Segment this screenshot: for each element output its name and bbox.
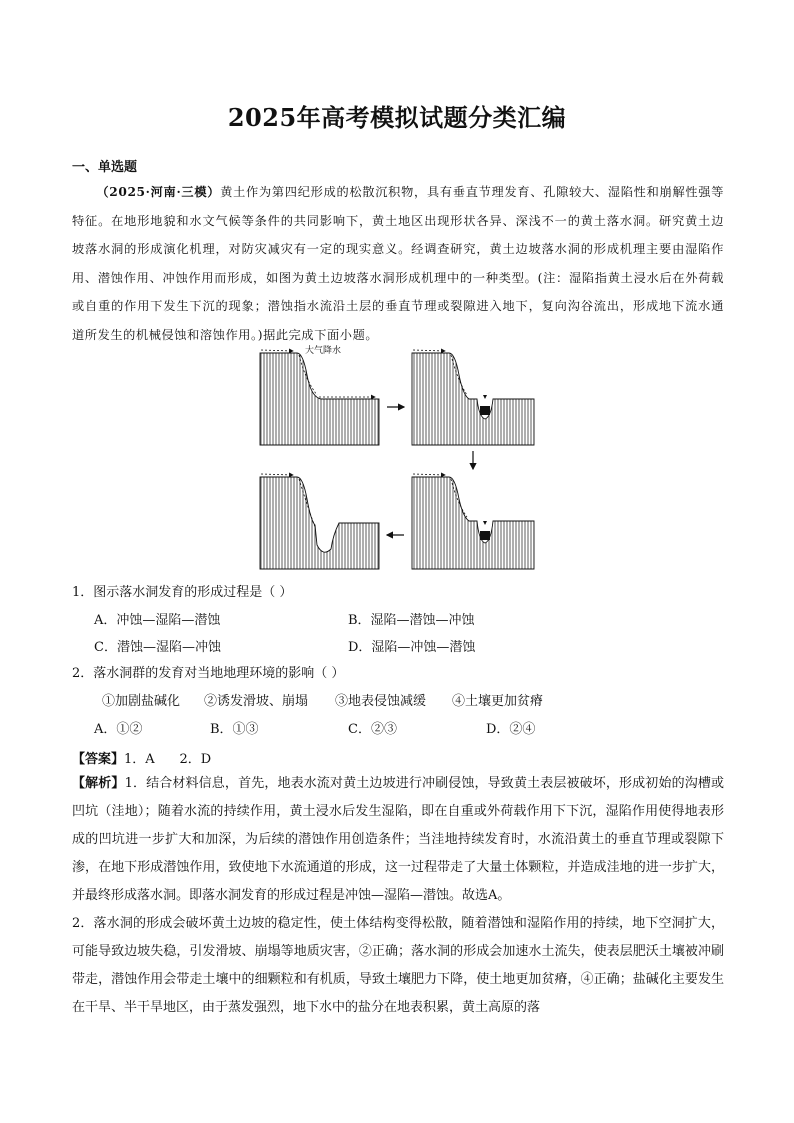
question-2-item-1: ①加剧盐碱化 (102, 694, 181, 709)
panel-3 (412, 474, 534, 569)
sinkhole-formation-diagram (257, 345, 537, 573)
analysis-label: 【解析】 (72, 776, 125, 791)
page-title: 2025年高考模拟试题分类汇编 (227, 103, 567, 132)
question-2-option-b: B．①③ (210, 722, 259, 737)
analysis-text-1: 1．结合材料信息，首先，地表水流对黄土边坡进行冲刷侵蚀，导致黄土表层被破坏，形成初始的沟槽或凹坑（洼地）；随着水流的持续作用，黄土浸水后发生湿陷，即在自重或外荷载作用下下沉，湿陷作用使得地表形成的凹坑进一步扩大和加深，为后续的潜蚀作用创造条件；当洼地持续发育时，水流沿黄土的垂直节理或裂隙下渗，在地下形成潜蚀作用，致使地下水流通道的形成，这一过程带走了大量土体颗粒，并造成洼地的进一步扩大，并最终形成落水洞。即落水洞发育的形成过程是冲蚀—湿陷—潜蚀。故选A。 (72, 776, 724, 903)
question-2-item-2: ②诱发滑坡、崩塌 (204, 694, 309, 709)
question-2-item-3: ③地表侵蚀减缓 (335, 694, 427, 709)
analysis-paragraph-2: 2．落水洞的形成会破坏黄土边坡的稳定性，使土体结构变得松散，随着潜蚀和湿陷作用的持续，地下空洞扩大，可能导致边坡失稳，引发滑坡、崩塌等地质灾害，②正确；落水洞的形成会加速水土流失，使表层肥沃土壤被冲刷带走，潜蚀作用会带走土壤中的细颗粒和有机质，导致土壤肥力下降，使土地更加贫瘠，④正确；盐碱化主要发生在干旱、半干旱地区，由于蒸发强烈，地下水中的盐分在地表积累，黄土高原的落 (72, 916, 724, 1015)
question-1-stem: 1．图示落水洞发育的形成过程是（ ） (72, 585, 293, 600)
panel-2 (412, 350, 534, 445)
question-1-option-d: D．湿陷—冲蚀—潜蚀 (348, 640, 476, 655)
question-2-option-a: A．①② (94, 722, 143, 737)
question-2-stem: 2．落水洞群的发育对当地地理环境的影响（ ） (72, 666, 345, 681)
intro-text: 黄土作为第四纪形成的松散沉积物，具有垂直节理发育、孔隙较大、湿陷性和崩解性强等特征。在地形地貌和水文气候等条件的共同影响下，黄土地区出现形状各异、深浅不一的黄土落水洞。研究黄土边坡落水洞的形成演化机理，对防灾减灾有一定的现实意义。经调查研究，黄土边坡落水洞的形成机理主要由湿陷作用、潜蚀作用、冲蚀作用而形成，如图为黄土边坡落水洞形成机理中的一种类型。(注：湿陷指黄土浸水后在外荷载或自重的作用下发生下沉的现象；潜蚀指水流沿土层的垂直节理或裂隙进入地下，复向沟谷流出，形成地下流水通道所发生的机械侵蚀和溶蚀作用。)据此完成下面小题。 (72, 185, 725, 342)
question-2-item-4: ④土壤更加贫瘠 (452, 694, 544, 709)
panel-4 (260, 474, 379, 569)
question-2-option-c: C．②③ (348, 722, 397, 737)
panel-1 (260, 345, 379, 445)
intro-source: （2025·河南·三模） (96, 185, 221, 199)
question-1-option-a: A．冲蚀—湿陷—潜蚀 (94, 613, 221, 628)
answer-text: 1．A 2．D (124, 752, 212, 767)
analysis-paragraph-1 (72, 770, 724, 910)
analysis-block (72, 770, 724, 1022)
section-heading: 一、单选题 (72, 160, 138, 175)
intro-paragraph (72, 178, 724, 349)
question-1-option-c: C．潜蚀—湿陷—冲蚀 (94, 640, 221, 655)
answer-line (72, 748, 211, 767)
question-1-option-b: B．湿陷—潜蚀—冲蚀 (348, 613, 475, 628)
answer-label: 【答案】 (72, 752, 125, 767)
rainfall-label: 大气降水 (305, 346, 342, 356)
question-2-option-d: D．②④ (486, 722, 536, 737)
